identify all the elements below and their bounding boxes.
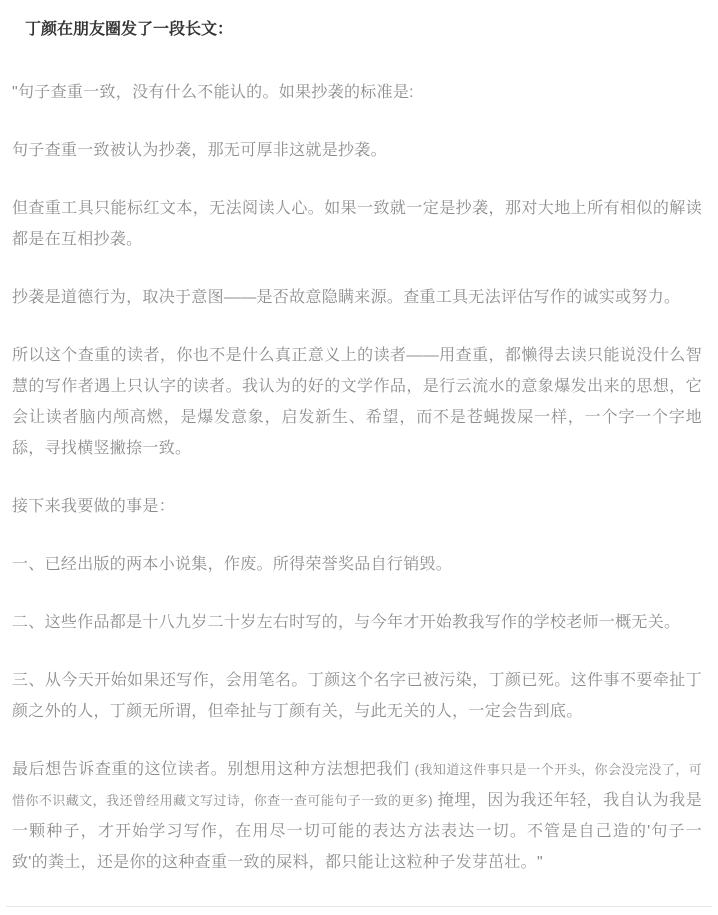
paragraph: 接下来我要做的事是： (12, 498, 176, 515)
paragraph: 但查重工具只能标红文本，无法阅读人心。如果一致就一定是抄袭，那对大地上所有相似的解读都是在互相抄袭。 (12, 200, 702, 248)
paragraph: 所以这个查重的读者，你也不是什么真正意义上的读者——用查重，都懒得去读只能说没什么智慧的写作者遇上只认字的读者。我认为的好的文学作品，是行云流水的意象爆发出来的思想，它会让读者脑内颅高燃，是爆发意象，启发新生、希望，而不是苍蝇拨屎一样，一个字一个字地舔，寻找横竖撇捺一致。 (12, 347, 702, 457)
paragraph: 抄袭是道德行为，取决于意图——是否故意隐瞒来源。查重工具无法评估写作的诚实或努力。 (12, 289, 681, 306)
final-paragraph (12, 754, 702, 878)
paragraph: 三、从今天开始如果还写作，会用笔名。丁颜这个名字已被污染，丁颜已死。这件事不要牵扯丁颜之外的人，丁颜无所谓，但牵扯与丁颜有关，与此无关的人，一定会告到底。 (12, 672, 702, 720)
article-intro-line: 丁颜在朋友圈发了一段长文： (25, 21, 234, 38)
bottom-divider (6, 906, 712, 907)
paragraph: 二、这些作品都是十八九岁二十岁左右时写的，与今年才开始教我写作的学校老师一概无关。 (12, 614, 681, 631)
paragraph: "句子查重一致，没有什么不能认的。如果抄袭的标准是: (12, 84, 414, 101)
final-text-before: 最后想告诉查重的这位读者。别想用这种方法想把我们 (12, 761, 415, 778)
final-text-after: 掩埋，因为我还年轻，我自认为我是一颗种子，才开始学习写作，在用尽一切可能的表达方法表达一切。不管是自己造的'句子一致'的粪土，还是你的这种查重一致的屎料，都只能让这粒种子发芽茁壮。" (12, 792, 703, 871)
paragraph: 一、已经出版的两本小说集，作废。所得荣誉奖品自行销毁。 (12, 556, 453, 573)
article-body (12, 77, 702, 727)
final-parenthetical: (我知道这件事只是一个开头，你会没完没了，可惜你不识藏文，我还曾经用藏文写过诗，你查一查可能句子一致的更多) (12, 762, 702, 808)
paragraph: 句子查重一致被认为抄袭，那无可厚非这就是抄袭。 (12, 142, 387, 159)
